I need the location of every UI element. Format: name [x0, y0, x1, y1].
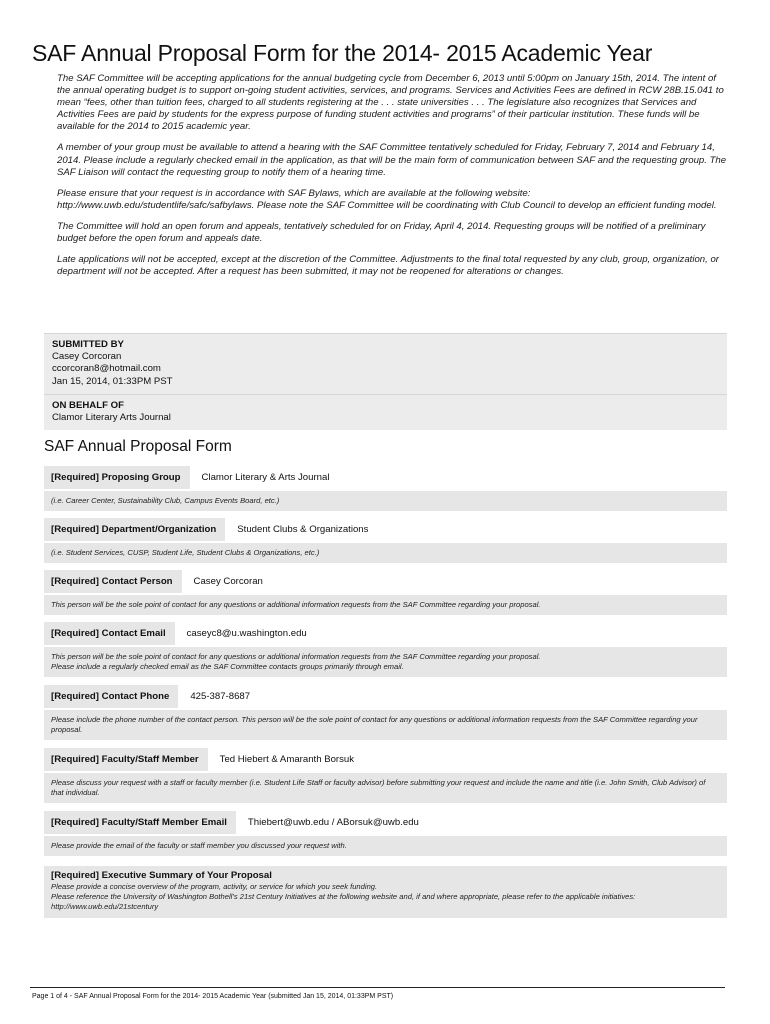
submitted-date: Jan 15, 2014, 01:33PM PST: [52, 375, 173, 387]
form-title: SAF Annual Proposal Form: [44, 438, 232, 455]
field-hint: Please discuss your request with a staff or faculty member (i.e. Student Life Staff or faculty advisor) before submitting your request and include the name and title (i.e. John Smith, Club Advisor) of that individual.: [44, 773, 727, 803]
field-department: [44, 518, 727, 563]
field-label: [Required] Executive Summary of Your Proposal: [51, 870, 272, 881]
submitted-by-box: [44, 333, 727, 394]
submitter-name: Casey Corcoran: [52, 351, 122, 362]
intro-paragraph: Late applications will not be accepted, except at the discretion of the Committee. Adjustments to the final total requested by any club, group, organization, or department will not be accepted. After a request has been submitted, it may not be reopened for alterations or changes.: [57, 254, 719, 278]
field-hint: (i.e. Career Center, Sustainability Club, Campus Events Board, etc.): [44, 491, 727, 511]
footer-divider: [30, 987, 725, 988]
field-label: [Required] Contact Phone: [44, 685, 178, 708]
field-hint: This person will be the sole point of contact for any questions or additional information requests from the SAF Committee regarding your proposal.: [44, 595, 727, 615]
field-label: [Required] Department/Organization: [44, 518, 225, 541]
intro-paragraph: A member of your group must be available to attend a hearing with the SAF Committee tentatively scheduled for Friday, February 7, 2014 and February 14, 2014. Please include a regularly checked email in the application, as that will be the main form of communication between SAF and the requesting group. The SAF Liaison will contact the requesting group to notify them of a hearing time.: [57, 142, 727, 178]
field-contact-phone: [44, 685, 727, 740]
on-behalf-of-label: ON BEHALF OF: [52, 400, 124, 411]
field-value[interactable]: Casey Corcoran: [193, 576, 263, 587]
field-hint: Please provide a concise overview of the program, activity, or service for which you seek funding.: [51, 882, 378, 891]
field-label: [Required] Faculty/Staff Member: [44, 748, 208, 771]
submitter-email: ccorcoran8@hotmail.com: [52, 363, 161, 375]
field-hint: Please reference the University of Washington Bothell's 21st Century Initiatives at the following website and, if and where appropriate, please refer to the applicable initiatives: http://www.uwb.edu/21stcentury: [51, 892, 636, 911]
field-value[interactable]: Clamor Literary & Arts Journal: [201, 472, 330, 483]
field-value[interactable]: Ted Hiebert & Amaranth Borsuk: [219, 754, 355, 765]
field-label: [Required] Contact Email: [44, 622, 175, 645]
intro-text: [57, 73, 727, 287]
intro-paragraph: Please ensure that your request is in accordance with SAF Bylaws, which are available at the following website: http://www.uwb.edu/studentlife/safc/safbylaws. Please note the SAF Committee will be coordinating with Club Council to develop an efficient funding model.: [57, 187, 717, 211]
field-hint: (i.e. Student Services, CUSP, Student Life, Student Clubs & Organizations, etc.): [44, 543, 727, 563]
intro-paragraph: The Committee will hold an open forum and appeals, tentatively scheduled for on Friday, April 4, 2014. Requesting groups will be notified of a preliminary budget before the open forum and appeals date.: [57, 220, 706, 245]
field-proposing-group: [44, 466, 727, 511]
field-value[interactable]: caseyc8@u.washington.edu: [186, 628, 307, 639]
field-hint: Please provide the email of the faculty or staff member you discussed your request with.: [44, 836, 727, 856]
intro-paragraph: The SAF Committee will be accepting applications for the annual budgeting cycle from December 6, 2013 until 5:00pm on January 15th, 2014. The intent of the annual operating budget is to support on-going student activities, services, and programs. Services and Activities Fees are defined in RCW 28B.15.041 to mean “fees, other than tuition fees, charged to all students registering at the . . . state universities . . . The legislature also recognizes that Services and Activities Fees are paid by students for the express purpose of funding student activities and programs” of their particular institution. These funds will be available for the 2014 to 2015 academic year.: [57, 73, 724, 133]
field-executive-summary: [44, 866, 727, 918]
on-behalf-of-box: [44, 394, 727, 430]
field-value[interactable]: Thiebert@uwb.edu / ABorsuk@uwb.edu: [247, 817, 419, 828]
page-footer: Page 1 of 4 - SAF Annual Proposal Form for the 2014- 2015 Academic Year (submitted Jan 15, 2014, 01:33PM PST): [32, 993, 394, 1000]
field-contact-email: [44, 622, 727, 677]
field-label: [Required] Proposing Group: [44, 466, 190, 489]
field-faculty-member: [44, 748, 727, 803]
submitted-by-label: SUBMITTED BY: [52, 339, 124, 350]
field-hint: Please include the phone number of the contact person. This person will be the sole point of contact for any questions or additional information requests from the SAF Committee regarding your proposal.: [44, 710, 727, 740]
field-contact-person: [44, 570, 727, 615]
field-value[interactable]: 425-387-8687: [190, 691, 251, 702]
page-title: SAF Annual Proposal Form for the 2014- 2015 Academic Year: [32, 40, 653, 66]
on-behalf-of-value: Clamor Literary Arts Journal: [52, 412, 171, 423]
field-value[interactable]: Student Clubs & Organizations: [237, 524, 369, 535]
field-faculty-email: [44, 811, 727, 856]
field-label: [Required] Faculty/Staff Member Email: [44, 811, 236, 834]
field-label: [Required] Contact Person: [44, 570, 182, 593]
field-hint: This person will be the sole point of contact for any questions or additional information requests from the SAF Committee regarding your proposal. Please include a regularly checked email as the SAF Committee contacts groups primarily through email.: [44, 647, 727, 677]
